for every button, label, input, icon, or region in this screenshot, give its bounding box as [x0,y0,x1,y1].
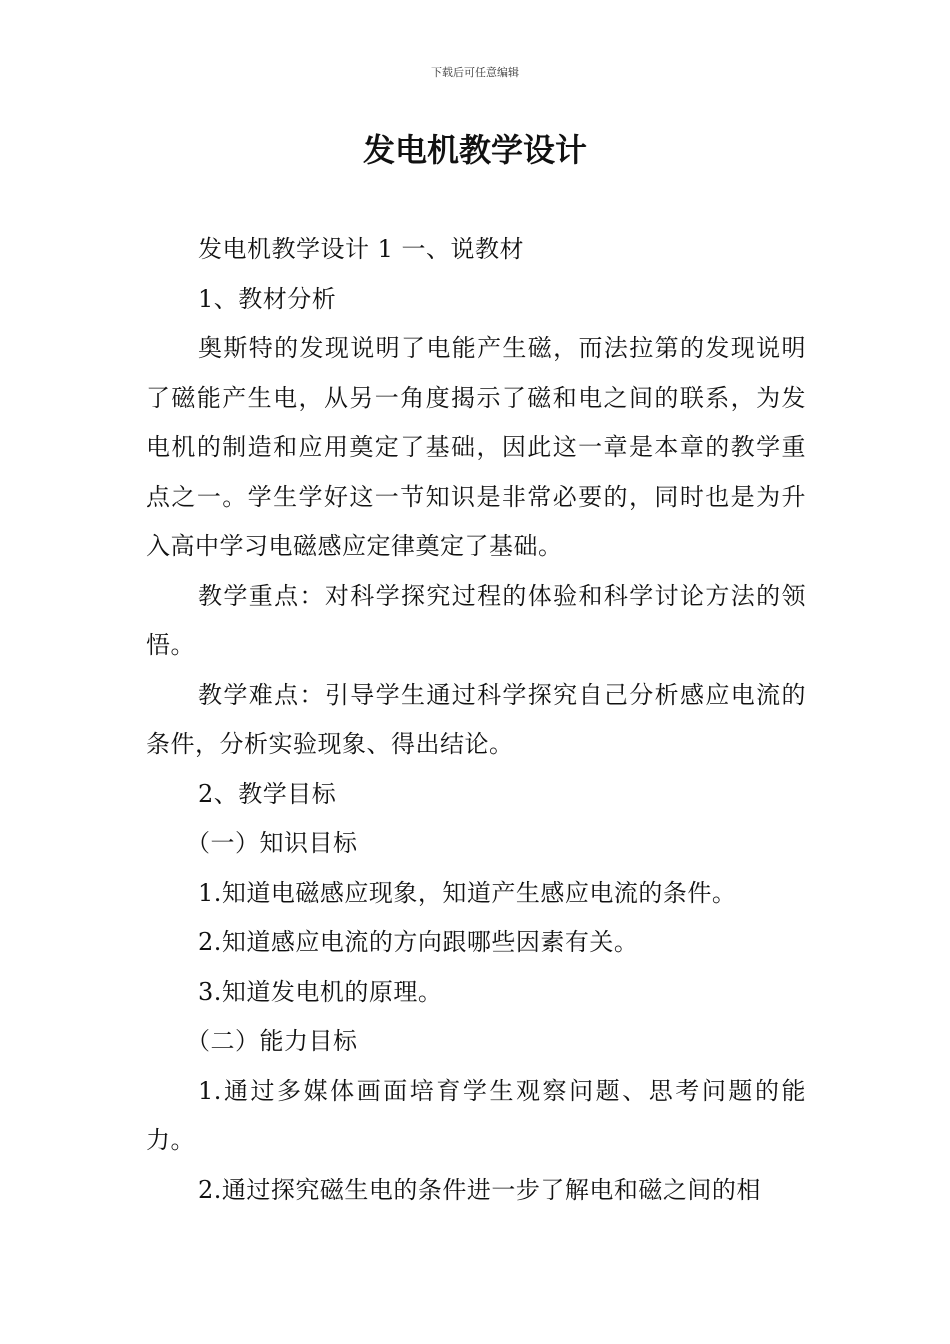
paragraph-ability-goals-heading: （二）能力目标 [186,1027,358,1055]
paragraph-section-heading: 发电机教学设计 1 一、说教材 [198,235,525,263]
paragraph-knowledge-goals-heading: （一）知识目标 [186,829,358,857]
paragraph-subheading-analysis: 1、教材分析 [198,284,337,313]
list-item: 1.知道电磁感应现象，知道产生感应电流的条件。 [198,878,737,907]
list-item: 1.通过多媒体画面培育学生观察问题、思考问题的能力。 [146,1076,806,1154]
list-item: 3.知道发电机的原理。 [198,977,443,1006]
paragraph-subheading-goals: 2、教学目标 [198,779,337,808]
paragraph-key-point: 教学重点：对科学探究过程的体验和科学讨论方法的领悟。 [146,581,806,659]
header-note: 下载后可任意编辑 [431,66,519,79]
document-title: 发电机教学设计 [362,131,587,169]
paragraph-analysis-body: 奥斯特的发现说明了电能产生磁，而法拉第的发现说明了磁能产生电，从另一角度揭示了磁和电之间的联系，为发电机的制造和应用奠定了基础，因此这一章是本章的教学重点之一。学生学好这一节知识是非常必要的，同时也是为升入高中学习电磁感应定律奠定了基础。 [146,334,806,560]
list-item: 2.知道感应电流的方向跟哪些因素有关。 [198,928,639,956]
paragraph-difficult-point: 教学难点：引导学生通过科学探究自己分析感应电流的条件，分析实验现象、得出结论。 [146,680,806,758]
document-body [146,225,806,1215]
list-item: 2.通过探究磁生电的条件进一步了解电和磁之间的相 [198,1175,761,1204]
